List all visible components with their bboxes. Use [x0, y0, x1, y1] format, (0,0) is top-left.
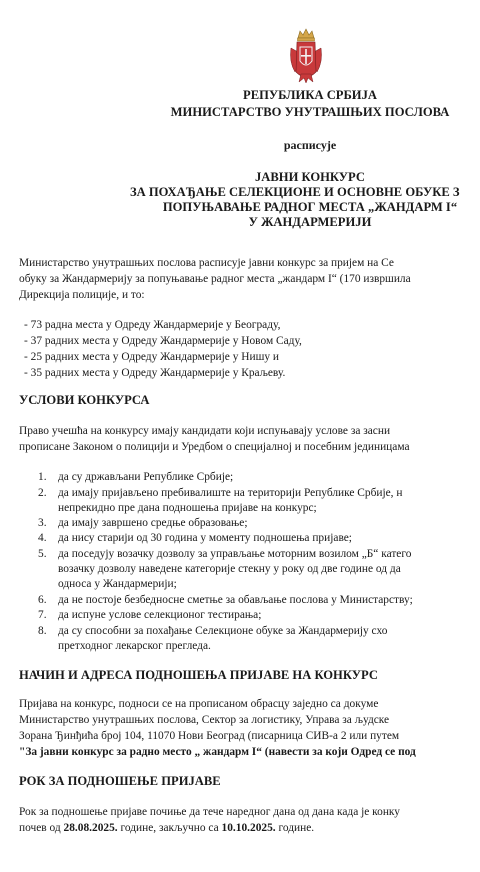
condition-number: 2. — [38, 487, 47, 499]
condition-number: 4. — [38, 532, 47, 544]
condition-text: возачку дозволу наведене категорије стекну у року од две године од да — [58, 563, 401, 575]
condition-number: 7. — [38, 609, 47, 621]
title-line-4: У ЖАНДАРМЕРИЈИ — [248, 215, 372, 229]
condition-text: да су држављани Републике Србије; — [58, 471, 234, 483]
position-item: - 35 радних места у Одреду Жандармерије у Краљеву. — [24, 367, 286, 379]
deadline-line-1: Рок за подношење пријаве почиње да тече наредног дана од дана када је конку — [19, 806, 400, 818]
intro-line-2: обуку за Жандармерију за попуњавање радног места „жандарм I“ (170 извршила — [19, 273, 411, 285]
coat-of-arms-icon — [289, 28, 323, 84]
intro-line-1: Министарство унутрашњих послова расписује јавни конкурс за пријем на Се — [19, 257, 394, 269]
submission-heading: НАЧИН И АДРЕСА ПОДНОШЕЊА ПРИЈАВЕ НА КОНКУРС — [19, 668, 378, 682]
condition-text: да не постоје безбедносне сметње за обављање послова у Министарству; — [58, 594, 413, 606]
ministry-name: МИНИСТАРСТВО УНУТРАШЊИХ ПОСЛОВА — [170, 105, 450, 119]
condition-text: да имају завршено средње образовање; — [58, 517, 248, 529]
submission-line-1: Пријава на конкурс, подноси се на прописаном обрасцу заједно са докуме — [19, 698, 379, 710]
deadline-heading: РОК ЗА ПОДНОШЕЊЕ ПРИЈАВЕ — [19, 774, 221, 788]
condition-text: односа у Жандармерији; — [58, 578, 177, 590]
submission-line-3: Зорана Ђинђића број 104, 11070 Нови Београд (писарница СИВ-а 2 или путем — [19, 730, 400, 742]
country-name: РЕПУБЛИКА СРБИЈА — [243, 88, 377, 102]
title-line-3: ПОПУЊАВАЊЕ РАДНОГ МЕСТА „ЖАНДАРМ I“ — [162, 200, 458, 214]
deadline-date-from: 28.08.2025. — [63, 822, 118, 834]
intro-line-3: Дирекција полиције, и то: — [19, 289, 145, 301]
title-line-1: ЈАВНИ КОНКУРС — [254, 170, 365, 184]
condition-number: 1. — [38, 471, 47, 483]
deadline-line-2 — [19, 822, 314, 834]
condition-text: да су способни за похађање Селекционе обуке за Жандармерију схо — [58, 625, 388, 637]
condition-text: непрекидно пре дана подношења пријаве на конкурс; — [58, 502, 317, 514]
condition-number: 6. — [38, 594, 47, 606]
submission-line-4: "За јавни конкурс за радно место „ жандарм I“ (навести за који Одред се под — [19, 746, 416, 758]
title-line-2: ЗА ПОХАЂАЊЕ СЕЛЕКЦИОНЕ И ОСНОВНЕ ОБУКЕ З — [130, 185, 460, 199]
condition-text: претходног лекарског прегледа. — [58, 640, 211, 652]
announces-label: расписује — [283, 138, 337, 152]
condition-text: да поседују возачку дозволу за управљање моторним возилом „Б“ катего — [58, 548, 412, 560]
conditions-intro-line-1: Право учешћа на конкурсу имају кандидати који испуњавају услове за засни — [19, 425, 391, 437]
conditions-intro-line-2: прописане Законом о полицији и Уредбом о специјалној и посебним јединицама — [19, 441, 410, 453]
deadline-text-pre: почев од — [19, 822, 64, 834]
condition-text: да испуне услове селекционог тестирања; — [58, 609, 262, 621]
position-item: - 73 радна места у Одреду Жандармерије у Београду, — [24, 319, 281, 331]
position-item: - 25 радних места у Одреду Жандармерије у Нишу и — [24, 351, 279, 363]
submission-line-2: Министарство унутрашњих послова, Сектор за логистику, Управа за људске — [19, 714, 390, 726]
deadline-text-mid: године, закључно са — [117, 822, 222, 834]
deadline-date-to: 10.10.2025. — [221, 822, 276, 834]
conditions-heading: УСЛОВИ КОНКУРСА — [19, 393, 150, 407]
condition-text: да имају пријављено пребивалиште на територији Републике Србије, н — [58, 487, 403, 499]
condition-text: да нису старији од 30 година у моменту подношења пријаве; — [58, 532, 352, 544]
condition-number: 3. — [38, 517, 47, 529]
condition-number: 5. — [38, 548, 47, 560]
deadline-text-post: године. — [275, 822, 315, 834]
condition-number: 8. — [38, 625, 47, 637]
position-item: - 37 радних места у Одреду Жандармерије у Новом Саду, — [24, 335, 302, 347]
